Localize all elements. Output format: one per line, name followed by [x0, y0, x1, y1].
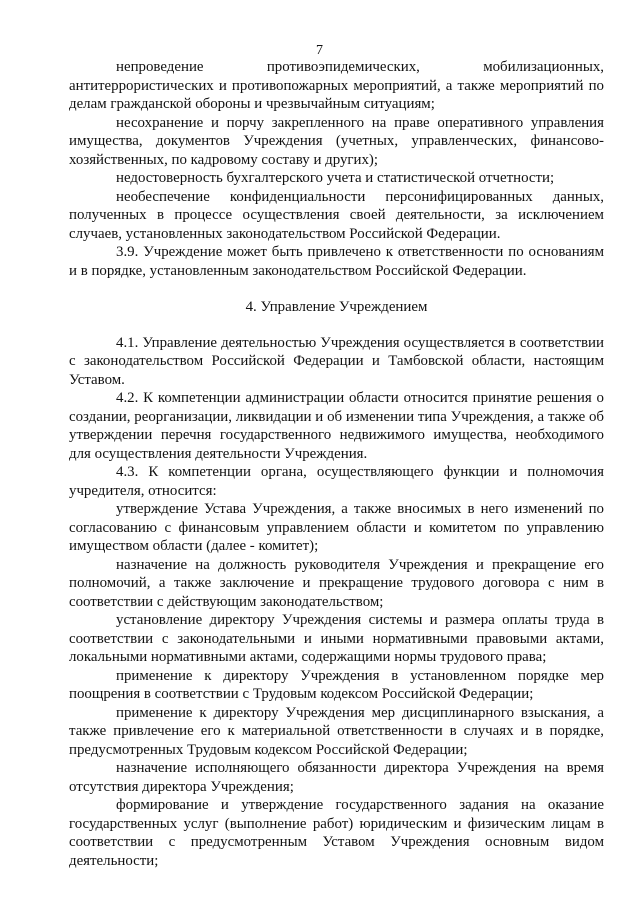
- page-body: [69, 58, 604, 870]
- paragraph-clause-4-1: 4.1. Управление деятельностью Учреждения осуществляется в соответствии с законодательством Российской Федерации и Тамбовской области, настоящим Уставом.: [69, 334, 604, 388]
- paragraph-item: утверждение Устава Учреждения, а также вносимых в него изменений по согласованию с финансовым управлением области и комитетом по управлению имуществом области (далее - комитет);: [69, 501, 604, 554]
- paragraph-item: назначение исполняющего обязанности директора Учреждения на время отсутствия директора Учреждения;: [69, 760, 604, 795]
- paragraph-item: применение к директору Учреждения в установленном порядке мер поощрения в соответствии с Трудовым кодексом Российской Федерации;: [69, 667, 604, 702]
- paragraph-item: установление директору Учреждения системы и размера оплаты труда в соответствии с законодательными и иными нормативными правовыми актами, локальными нормативными актами, содержащими нормы трудового права;: [69, 612, 604, 665]
- paragraph-item: назначение на должность руководителя Учреждения и прекращение его полномочий, а также заключение и прекращение трудового договора с ним в соответствии с действующим законодательством;: [69, 556, 604, 610]
- paragraph-item: формирование и утверждение государственного задания на оказание государственных услуг (выполнение работ) юридическим и физическим лицам в соответствии с предусмотренным Уставом Учреждения основным видом деятельности;: [69, 797, 604, 869]
- paragraph-item: непроведение противоэпидемических, мобилизационных, антитеррористических и противопожарных мероприятий, а также мероприятий по делам гражданской обороны и чрезвычайным ситуациям;: [69, 59, 604, 112]
- paragraph-item: необеспечение конфиденциальности персонифицированных данных, полученных в процессе осуществления своей деятельности, за исключением случаев, установленных законодательством Российской Федерации.: [69, 188, 604, 242]
- paragraph-clause-4-2: 4.2. К компетенции администрации области относится принятие решения о создании, реорганизации, ликвидации и об изменении типа Учреждения, а также об утверждении перечня государственного недвижимого имущества, необходимого для осуществления деятельности Учреждения.: [69, 390, 604, 462]
- page-number: 7: [316, 43, 323, 58]
- paragraph-clause-3-9: 3.9. Учреждение может быть привлечено к ответственности по основаниям и в порядке, установленным законодательством Российской Федерации.: [69, 244, 604, 279]
- paragraph-clause-4-3: 4.3. К компетенции органа, осуществляющего функции и полномочия учредителя, относится:: [69, 464, 604, 499]
- section-heading: 4. Управление Учреждением: [245, 299, 428, 315]
- paragraph-item: несохранение и порчу закрепленного на праве оперативного управления имущества, документов Учреждения (учетных, управленческих, финансово-хозяйственных, по кадровому составу и других);: [69, 114, 604, 168]
- paragraph-item: применение к директору Учреждения мер дисциплинарного взыскания, а также привлечение его к материальной ответственности в случаях и в порядке, предусмотренных Трудовым кодексом Российской Федерации;: [69, 704, 604, 758]
- paragraph-item: недостоверность бухгалтерского учета и статистической отчетности;: [116, 170, 555, 186]
